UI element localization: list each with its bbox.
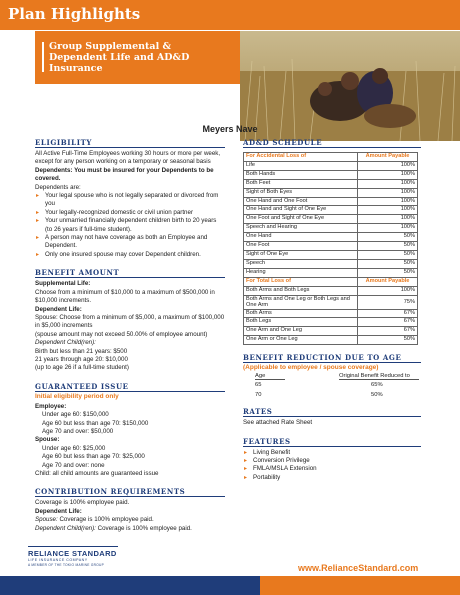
table-row	[244, 161, 418, 170]
left-column	[35, 138, 225, 533]
loss-description: Both Feet	[244, 179, 358, 188]
gi-employee-row: Age 70 and over: $50,000	[42, 427, 114, 435]
company-name: Meyers Nave	[202, 124, 258, 134]
guaranteed-issue-subheading: Initial eligibility period only	[35, 392, 119, 400]
add-schedule-table	[243, 152, 418, 345]
spouse-amount-note: (spouse amount may not exceed 50.00% of employee amount)	[35, 330, 208, 338]
banner-divider	[42, 42, 44, 72]
product-banner	[35, 31, 240, 84]
gi-spouse-row: Age 60 but less than age 70: $25,000	[42, 453, 145, 461]
dependents-label: Dependents are:	[35, 183, 81, 191]
loss-description: For Total Loss of	[244, 277, 358, 286]
table-row	[244, 309, 418, 318]
divider	[243, 147, 421, 148]
amount-payable: 50%	[358, 268, 418, 277]
child-label: Dependent Child(ren):	[35, 339, 96, 347]
contribution-heading: CONTRIBUTION REQUIREMENTS	[35, 487, 186, 497]
gi-spouse-row: Under age 60: $25,000	[42, 444, 106, 452]
eligibility-intro: All Active Full-Time Employees working 30 hours or more per week, except for any person working on a temporary or seasonal basis	[35, 150, 221, 166]
table-header-row	[244, 277, 418, 286]
table-row	[244, 286, 418, 295]
add-schedule-heading: AD&D SCHEDULE	[243, 138, 323, 147]
reduction-col-benefit: Original Benefit Reduced to	[339, 373, 419, 380]
product-title: Group Supplemental & Dependent Life and AD&D Insurance	[49, 41, 190, 74]
table-row	[244, 206, 418, 215]
page-title: Plan Highlights	[8, 5, 141, 23]
table-row	[244, 179, 418, 188]
reduction-subheading: (Applicable to employee / spouse coverage)	[243, 364, 379, 372]
divider	[35, 277, 225, 278]
supplemental-life-text: Choose from a minimum of $10,000 to a maximum of $500,000 in $10,000 increments.	[35, 288, 215, 305]
loss-description: Sight of Both Eyes	[244, 188, 358, 197]
loss-description: Sight of One Eye	[244, 250, 358, 259]
logo-subtitle: LIFE INSURANCE COMPANY	[28, 558, 88, 562]
reduction-col-age: Age	[255, 373, 285, 380]
table-row	[244, 250, 418, 259]
table-row	[244, 318, 418, 327]
dependents-note: Dependents: You must be insured for your Dependents to be covered.	[35, 166, 214, 183]
child-amount-3: (up to age 26 if a full-time student)	[35, 364, 129, 372]
table-row	[244, 188, 418, 197]
gi-spouse-label: Spouse:	[35, 436, 60, 444]
amount-payable: 50%	[358, 242, 418, 251]
features-heading: FEATURES	[243, 436, 291, 446]
reduction-age: 65	[255, 382, 262, 389]
spouse-amount-text: Spouse: Choose from a minimum of $5,000, a maximum of $100,000 in $5,000 increments	[35, 313, 225, 330]
child-amount-1: Birth but less than 21 years: $500	[35, 347, 128, 355]
reduction-table	[243, 373, 421, 401]
loss-description: One Foot and Sight of One Eye	[244, 215, 358, 224]
right-column	[243, 138, 421, 482]
list-item: ▸ Your legally-recognized domestic or civil union partner	[35, 209, 225, 217]
website-link[interactable]: www.RelianceStandard.com	[298, 563, 419, 573]
contribution-child-label: Dependent Child(ren):	[35, 524, 96, 532]
table-row	[244, 295, 418, 309]
contribution-spouse-line: Coverage is 100% employee paid.	[59, 516, 154, 524]
divider	[35, 391, 225, 392]
table-row	[244, 233, 418, 242]
amount-payable: 75%	[358, 295, 418, 309]
amount-payable: 50%	[358, 336, 418, 345]
table-row	[244, 336, 418, 345]
benefit-amount-heading: BENEFIT AMOUNT	[35, 268, 120, 278]
feature-item: ▸ Portability	[243, 474, 421, 482]
table-row	[244, 327, 418, 336]
loss-description: Hearing	[244, 268, 358, 277]
divider	[243, 416, 421, 417]
divider	[35, 147, 225, 148]
footer-bar-navy	[0, 576, 260, 595]
divider	[243, 446, 421, 447]
contribution-line: Coverage is 100% employee paid.	[35, 499, 130, 507]
amount-payable: 100%	[358, 179, 418, 188]
list-item: ▸ Your unmarried financially dependent children birth to 20 years (to 26 years if full-time student).	[35, 217, 225, 234]
amount-payable: 100%	[358, 197, 418, 206]
reduction-value: 50%	[371, 392, 383, 399]
child-amount-2: 21 years through age 20: $10,000	[35, 355, 128, 363]
table-row	[244, 268, 418, 277]
divider	[35, 496, 225, 497]
guaranteed-issue-heading: GUARANTEED ISSUE	[35, 381, 129, 391]
reduction-value: 65%	[371, 382, 383, 389]
amount-payable: 100%	[358, 170, 418, 179]
loss-description: One Hand and One Foot	[244, 197, 358, 206]
loss-description: One Hand and Sight of One Eye	[244, 206, 358, 215]
list-item: ▸ Only one insured spouse may cover Dependent children.	[35, 251, 225, 259]
loss-description: One Arm or One Leg	[244, 336, 358, 345]
table-header-row	[244, 153, 418, 162]
loss-description: Both Arms	[244, 309, 358, 318]
contribution-child-line: Coverage is 100% employee paid.	[97, 524, 192, 532]
loss-description: Speech	[244, 259, 358, 268]
contribution-dep-label: Dependent Life:	[35, 507, 82, 515]
list-item: ▸ A person may not have coverage as both an Employee and Dependent.	[35, 234, 225, 251]
table-row	[244, 197, 418, 206]
amount-payable: 50%	[358, 233, 418, 242]
table-row	[244, 215, 418, 224]
feature-item: ▸ Living Benefit	[243, 449, 421, 457]
amount-payable: 100%	[358, 161, 418, 170]
feature-item: ▸ FMLA/MSLA Extension	[243, 465, 421, 473]
feature-item: ▸ Conversion Privilege	[243, 457, 421, 465]
reduction-age: 70	[255, 392, 262, 399]
amount-payable: Amount Payable	[358, 153, 418, 162]
loss-description: One Arm and One Leg	[244, 327, 358, 336]
amount-payable: Amount Payable	[358, 277, 418, 286]
loss-description: For Accidental Loss of	[244, 153, 358, 162]
supplemental-life-label: Supplemental Life:	[35, 280, 91, 288]
eligibility-heading: ELIGIBILITY	[35, 138, 92, 147]
table-row	[244, 170, 418, 179]
reduction-heading: BENEFIT REDUCTION DUE TO AGE	[243, 353, 402, 363]
loss-description: Life	[244, 161, 358, 170]
company-logo: RELIANCE STANDARD	[28, 549, 117, 558]
amount-payable: 100%	[358, 215, 418, 224]
loss-description: Both Arms and One Leg or Both Legs and One Arm	[244, 295, 358, 309]
loss-description: One Hand	[244, 233, 358, 242]
amount-payable: 100%	[358, 286, 418, 295]
gi-employee-row: Under age 60: $150,000	[42, 411, 109, 419]
amount-payable: 50%	[358, 250, 418, 259]
amount-payable: 67%	[358, 327, 418, 336]
loss-description: One Foot	[244, 242, 358, 251]
contribution-spouse-label: Spouse:	[35, 516, 58, 524]
loss-description: Both Arms and Both Legs	[244, 286, 358, 295]
amount-payable: 50%	[358, 259, 418, 268]
gi-spouse-row: Age 70 and over: none	[42, 461, 105, 469]
loss-description: Both Legs	[244, 318, 358, 327]
amount-payable: 67%	[358, 318, 418, 327]
logo-tagline: A MEMBER OF THE TOKIO MARINE GROUP	[28, 563, 105, 567]
amount-payable: 100%	[358, 224, 418, 233]
gi-child-text: Child: all child amounts are guaranteed issue	[35, 470, 159, 477]
divider	[243, 362, 421, 363]
list-item: ▸ Your legal spouse who is not legally separated or divorced from you	[35, 192, 225, 209]
gi-employee-label: Employee:	[35, 402, 67, 410]
amount-payable: 100%	[358, 188, 418, 197]
loss-description: Both Hands	[244, 170, 358, 179]
rates-heading: RATES	[243, 407, 273, 417]
table-row	[244, 259, 418, 268]
amount-payable: 67%	[358, 309, 418, 318]
amount-payable: 100%	[358, 206, 418, 215]
gi-employee-row: Age 60 but less than age 70: $150,000	[42, 419, 149, 427]
rates-text: See attached Rate Sheet	[243, 419, 313, 427]
table-row	[244, 224, 418, 233]
table-row	[244, 242, 418, 251]
dependent-life-label: Dependent Life:	[35, 305, 82, 313]
loss-description: Speech and Hearing	[244, 224, 358, 233]
